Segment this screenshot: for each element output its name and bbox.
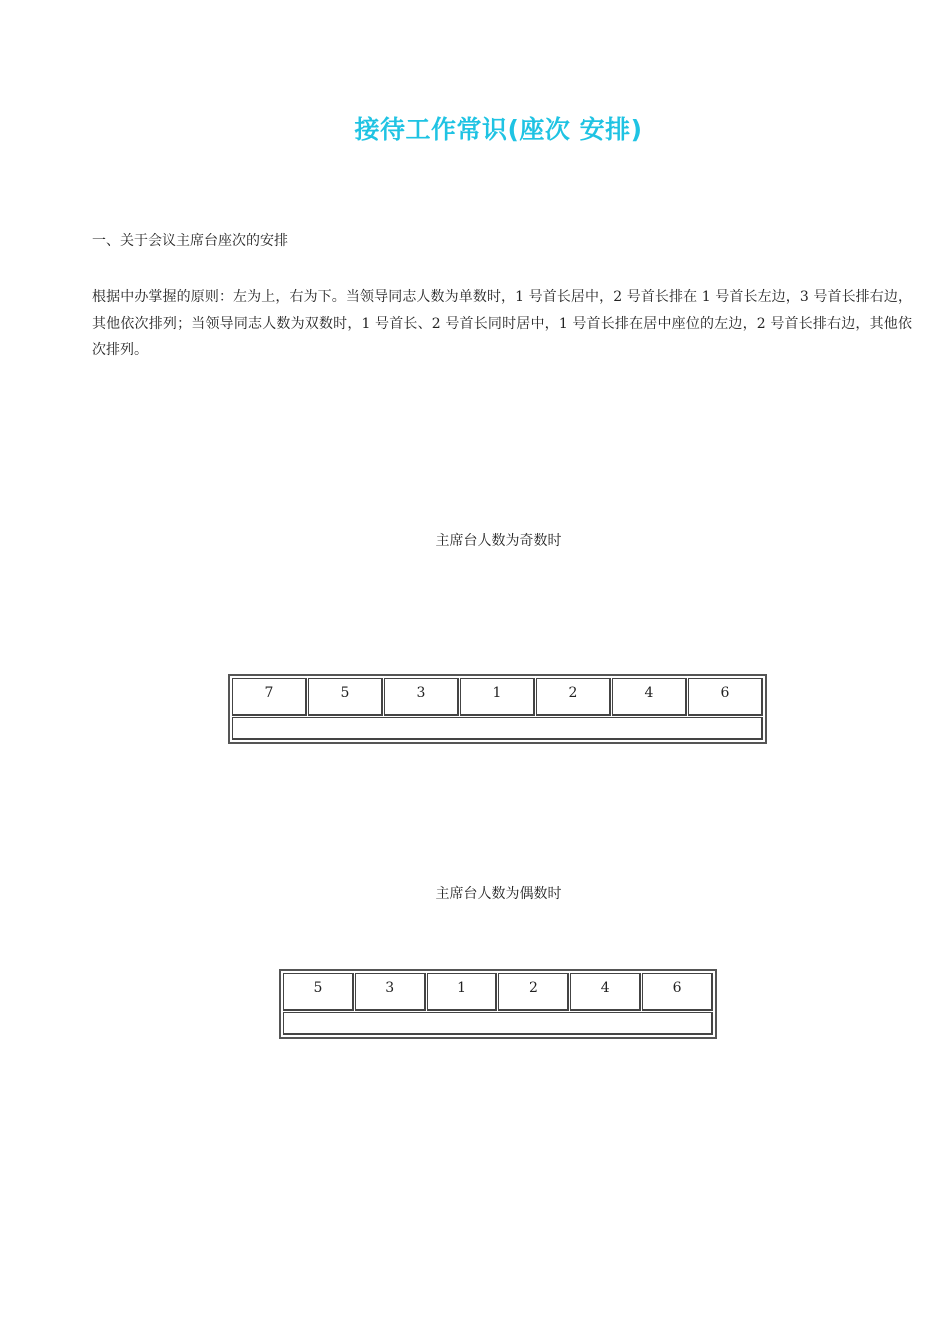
seat-cell: 6 xyxy=(688,678,763,716)
even-seat-table xyxy=(279,969,717,1039)
even-seat-table-inner xyxy=(283,973,713,1035)
seat-cell: 2 xyxy=(498,973,569,1011)
seat-cell: 4 xyxy=(612,678,687,716)
odd-caption: 主席台人数为奇数时 xyxy=(435,533,562,549)
seat-cell: 3 xyxy=(355,973,426,1011)
odd-seat-row xyxy=(232,678,763,716)
page-title: 接待工作常识(座次 安排) xyxy=(354,115,643,144)
seat-cell: 1 xyxy=(427,973,498,1011)
even-table-bottom-row xyxy=(283,1012,713,1035)
seat-cell: 7 xyxy=(232,678,307,716)
odd-seat-table-inner xyxy=(232,678,763,740)
seat-cell: 6 xyxy=(642,973,713,1011)
seat-cell: 4 xyxy=(570,973,641,1011)
section-heading: 一、关于会议主席台座次的安排 xyxy=(92,233,288,249)
odd-table-bottom-row xyxy=(232,717,763,740)
even-caption: 主席台人数为偶数时 xyxy=(435,886,562,902)
seat-cell: 1 xyxy=(460,678,535,716)
seat-cell: 3 xyxy=(384,678,459,716)
body-paragraph: 根据中办掌握的原则：左为上，右为下。当领导同志人数为单数时，1 号首长居中，2 号首长排在 1 号首长左边，3 号首长排右边，其他依次排列；当领导同志人数为双数时，1 号首长、2 号首长同时居中，1 号首长排在居中座位的左边，2 号首长排右边，其他依次排列。 xyxy=(92,289,912,358)
odd-seat-table xyxy=(228,674,767,744)
even-seat-row xyxy=(283,973,713,1011)
seat-cell: 2 xyxy=(536,678,611,716)
seat-cell: 5 xyxy=(283,973,354,1011)
seat-cell: 5 xyxy=(308,678,383,716)
